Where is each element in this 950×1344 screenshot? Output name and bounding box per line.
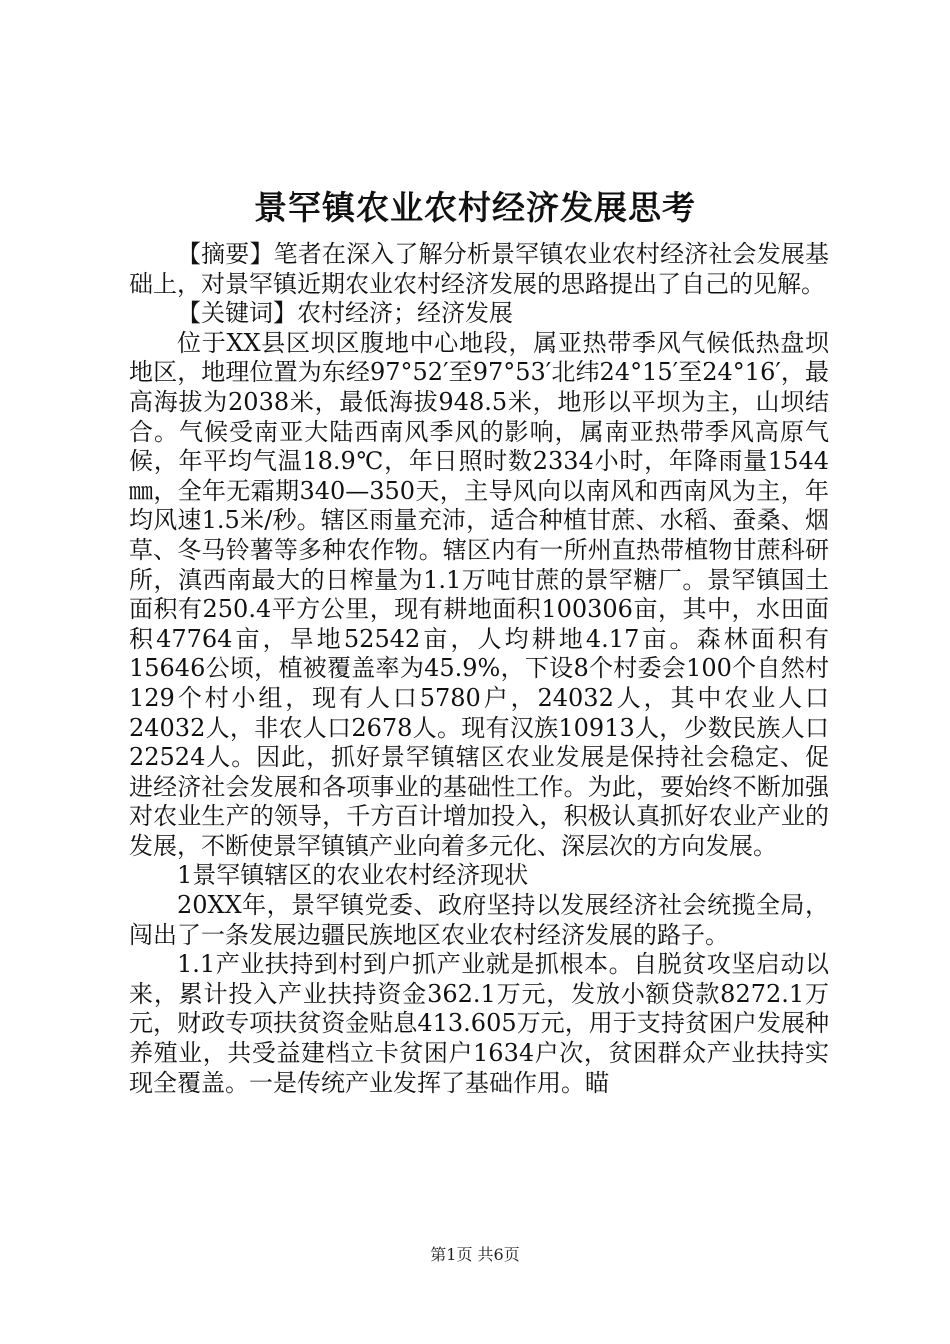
section-heading: 1景罕镇辖区的农业农村经济现状 [177, 861, 529, 890]
page-footer: 第1页 共6页 [430, 1245, 520, 1264]
subsection-paragraph: 1.1产业扶持到村到户抓产业就是抓根本。自脱贫攻坚启动以来，累计投入产业扶持资金362.1万元，发放小额贷款8272.1万元，财政专项扶贫资金贴息413.605万元，用于支持贫困户发展种养殖业，共受益建档立卡贫困户1634户次，贫困群众产业扶持实现全覆盖。一是传统产业发挥了基础作用。瞄 [129, 950, 829, 1097]
body-paragraph: 位于XX县区坝区腹地中心地段，属亚热带季风气候低热盘坝地区，地理位置为东经97°52′至97°53′北纬24°15′至24°16′，最高海拔为2038米，最低海拔948.5米，地形以平坝为主，山坝结合。气候受南亚大陆西南风季风的影响，属南亚热带季风高原气候，年平均气温18.9℃，年日照时数2334小时，年降雨量1544㎜，全年无霜期340—350天，主导风向以南风和西南风为主，年均风速1.5米/秒。辖区雨量充沛，适合种植甘蔗、水稻、蚕桑、烟草、冬马铃薯等多种农作物。辖区内有一所州直热带植物甘蔗科研所，滇西南最大的日榨量为1.1万吨甘蔗的景罕糖厂。景罕镇国土面积有250.4平方公里，现有耕地面积100306亩，其中，水田面积47764亩，旱地52542亩，人均耕地4.17亩。森林面积有15646公顷，植被覆盖率为45.9%，下设8个村委会100个自然村129个村小组，现有人口5780户，24032人，其中农业人口24032人，非农人口2678人。现有汉族10913人，少数民族人口22524人。因此，抓好景罕镇辖区农业发展是保持社会稳定、促进经济社会发展和各项事业的基础性工作。为此，要始终不断加强对农业生产的领导，千方百计增加投入，积极认真抓好农业产业的发展，不断使景罕镇镇产业向着多元化、深层次的方向发展。 [129, 328, 829, 860]
abstract-paragraph: 【摘要】笔者在深入了解分析景罕镇农业农村经济社会发展基础上，对景罕镇近期农业农村经济发展的思路提出了自己的见解。 [129, 240, 829, 298]
body-paragraph: 20XX年，景罕镇党委、政府坚持以发展经济社会统揽全局，闯出了一条发展边疆民族地区农业农村经济发展的路子。 [129, 891, 829, 949]
document-body [129, 240, 829, 1098]
keywords-paragraph: 【关键词】农村经济；经济发展 [177, 299, 513, 328]
document-title: 景罕镇农业农村经济发展思考 [254, 188, 696, 227]
